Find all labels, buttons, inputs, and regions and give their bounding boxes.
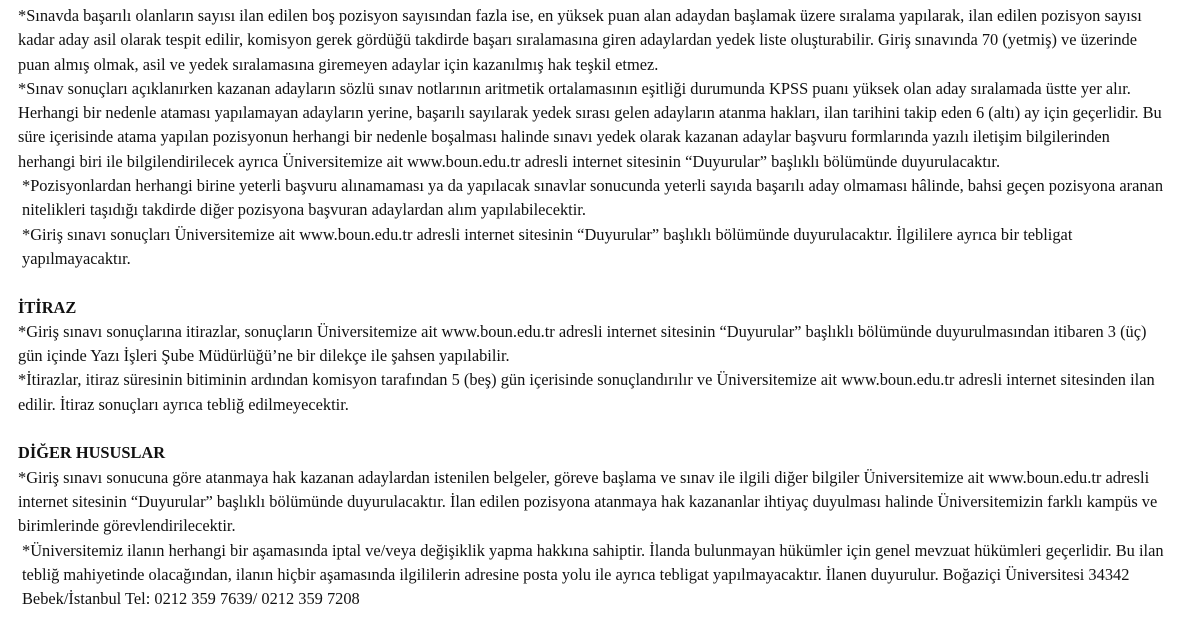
- section-spacer: [18, 271, 1168, 295]
- heading-diger-hususlar: DİĞER HUSUSLAR: [18, 443, 166, 463]
- paragraph-cancellation-and-contact: *Üniversitemiz ilanın herhangi bir aşamasında iptal ve/veya değişiklik yapma hakkına sahiptir. İlanda bulunmayan hükümler için genel mevzuat hükümleri geçerlidir. Bu ilan tebliğ mahiyetinde olacağından, ilanın hiçbir aşamasında ilgililerin adresine posta yolu ile ayrıca tebligat yapılmayacaktır. İlanen duyurulur. Boğaziçi Üniversitesi 34342 Bebek/İstanbul Tel: 0212 359 7639/ 0212 359 7208: [22, 540, 1164, 609]
- paragraph-objection-submission: *Giriş sınavı sonuçlarına itirazlar, sonuçların Üniversitemize ait www.boun.edu.tr adresli internet sitesinin “Duyurular” başlıklı bölümünde duyurulmasından itibaren 3 (üç) gün içinde Yazı İşleri Şube Müdürlüğü’ne bir dilekçe ile şahsen yapılabilir.: [18, 321, 1147, 366]
- paragraph-tie-break-and-substitutes: *Sınav sonuçları açıklanırken kazanan adayların sözlü sınav notlarının aritmetik ortalamasının eşitliği durumunda KPSS puanı yüksek olan aday sıralamada üstte yer alır. Herhangi bir nedenle ataması yapılamayan adayların yerine, başarılı sayılarak yedek sırası gelen adayların atanma hakları, ilan tarihini takip eden 6 (altı) ay için geçerlidir. Bu süre içerisinde atama yapılan pozisyonun herhangi bir nedenle boşalması halinde sınavı yedek olarak kazanan adaylar başvuru formlarında yazılı iletişim bilgilerinden herhangi biri ile bilgilendirilecek ayrıca Üniversitemize ait www.boun.edu.tr adresli internet sitesinin “Duyurular” başlıklı bölümünde duyurulacaktır.: [18, 78, 1162, 171]
- paragraph-required-documents: *Giriş sınavı sonucuna göre atanmaya hak kazanan adaylardan istenilen belgeler, göreve başlama ve sınav ile ilgili diğer bilgiler Üniversitemize ait www.boun.edu.tr adresli internet sitesinin “Duyurular” başlıklı bölümünde duyurulacaktır. İlan edilen pozisyona atanmaya hak kazananlar ihtiyaç duyulması halinde Üniversitemizin farklı kampüs ve birimlerinde görevlendirilecektir.: [18, 467, 1158, 536]
- paragraph-insufficient-applications: *Pozisyonlardan herhangi birine yeterli başvuru alınamaması ya da yapılacak sınavlar sonucunda yeterli sayıda başarılı aday olmaması hâlinde, bahsi geçen pozisyona aranan nitelikleri taşıdığı takdirde diğer pozisyona başvuran adaylardan alım yapılabilecektir.: [22, 176, 1164, 220]
- section-spacer: [18, 417, 1168, 441]
- announcement-document: [18, 4, 1168, 611]
- paragraph-results-announcement: *Giriş sınavı sonuçları Üniversitemize ait www.boun.edu.tr adresli internet sitesinin “Duyurular” başlıklı bölümünde duyurulacaktır. İlgililere ayrıca bir tebligat yapılmayacaktır.: [22, 224, 1073, 268]
- paragraph-objection-results: *İtirazlar, itiraz süresinin bitiminin ardından komisyon tarafından 5 (beş) gün içerisinde sonuçlandırılır ve Üniversitemize ait www.boun.edu.tr adresli internet sitesinden ilan edilir. İtiraz sonuçları ayrıca tebliğ edilmeyecektir.: [18, 370, 1155, 414]
- heading-itiraz: İTİRAZ: [18, 297, 77, 317]
- paragraph-ranking-rules: *Sınavda başarılı olanların sayısı ilan edilen boş pozisyon sayısından fazla ise, en yüksek puan alan adaydan başlamak üzere sıralama yapılarak, ilan edilen pozisyon sayısı kadar aday asil olarak tespit edilir, komisyon gerek gördüğü takdirde başarı sıralamasına giren adaylardan yedek liste oluşturabilir. Giriş sınavında 70 (yetmiş) ve üzerinde puan almış olmak, asil ve yedek sıralamasına giremeyen adaylar için kazanılmış hak teşkil etmez.: [18, 6, 1142, 74]
